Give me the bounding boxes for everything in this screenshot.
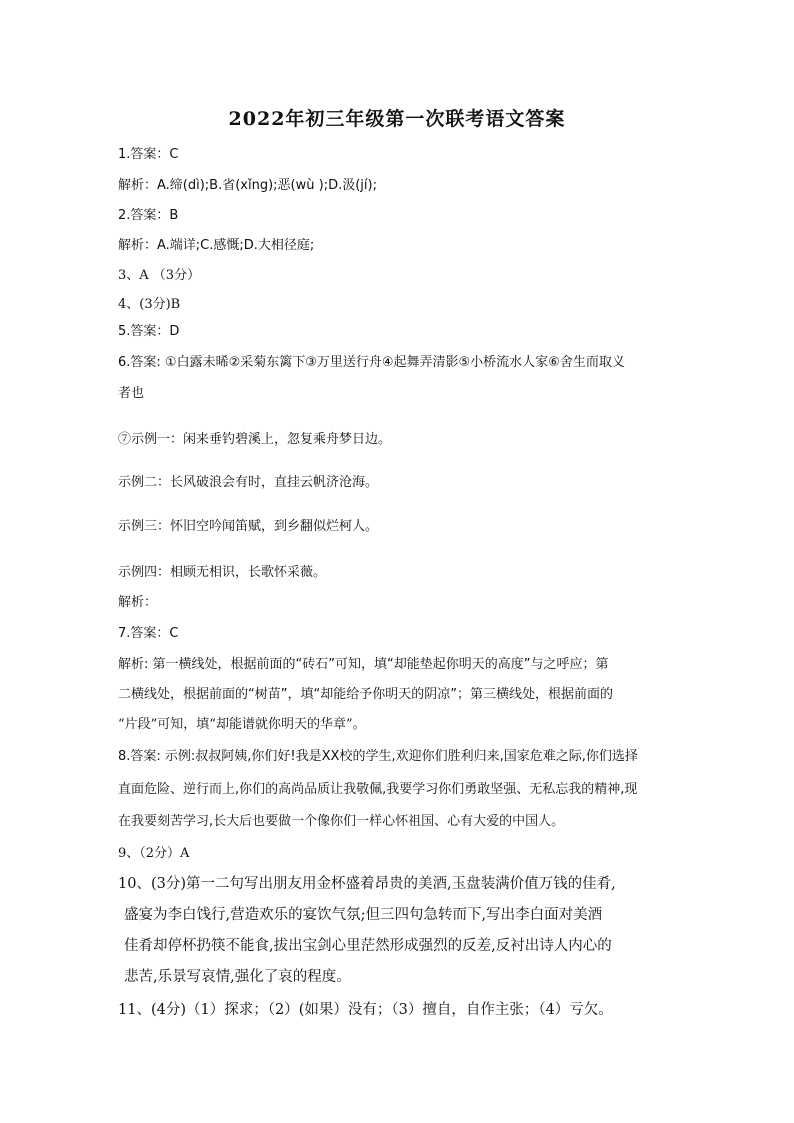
document-title: 2022年初三年级第一次联考语文答案: [228, 108, 566, 130]
q1-analysis: 解析：A.缔(dì);B.省(xǐng);恶(wù );D.汲(jí);: [118, 178, 377, 193]
q10-answer-line-4: 悲苦,乐景写哀情,强化了哀的程度。: [124, 969, 351, 985]
q7-answer: 7.答案：C: [118, 626, 179, 641]
q1-answer: 1.答案：C: [118, 147, 179, 162]
q6-analysis: 解析：: [118, 595, 158, 610]
q9-answer: 9、（2分）A: [118, 846, 190, 861]
q8-answer-line-3: 在我要刻苦学习,长大后也要做一个像你们一样心怀祖国、心有大爱的中国人。: [118, 814, 565, 829]
q6-example-3: 示例三：怀旧空吟闻笛赋，到乡翻似烂柯人。: [118, 519, 379, 534]
q2-analysis: 解析：A.端详;C.感慨;D.大相径庭;: [118, 238, 315, 253]
q8-answer-line-1: 8.答案: 示例:叔叔阿姨,你们好!我是XX校的学生,欢迎你们胜利归来,国家危难之际,你们选择: [118, 749, 638, 764]
q11-answer: 11、(4分)（1）探求；（2）(如果）没有；（3）擅自，自作主张；（4）亏欠。: [118, 1002, 613, 1018]
q10-answer-line-1: 10、(3分)第一二句写出朋友用金杯盛着昂贵的美酒,玉盘装满价值万钱的佳肴,: [118, 876, 616, 892]
q6-example-1: ⑦示例一：闲来垂钓碧溪上，忽复乘舟梦日边。: [118, 432, 392, 447]
q6-answer-line-1: 6.答案: ①白露未晞②采菊东篱下③万里送行舟④起舞弄清影⑤小桥流水人家⑥舍生而取义: [118, 355, 625, 370]
q10-answer-line-3: 佳肴却停杯扔筷不能食,拔出宝剑心里茫然形成强烈的反差,反衬出诗人内心的: [124, 938, 612, 954]
q10-answer-line-2: 盛宴为李白饯行,营造欢乐的宴饮气氛;但三四句急转而下,写出李白面对美酒: [124, 907, 603, 923]
q6-example-4: 示例四：相顾无相识，长歌怀采薇。: [118, 565, 327, 580]
q7-analysis-line-3: “片段”可知，填“却能谱就你明天的华章”。: [118, 717, 366, 732]
q7-analysis-line-1: 解析: 第一横线处，根据前面的“砖石”可知，填“却能垫起你明天的高度”与之呼应；第: [118, 657, 609, 672]
q6-example-2: 示例二：长风破浪会有时，直挂云帆济沧海。: [118, 475, 379, 490]
q5-answer: 5.答案：D: [118, 324, 180, 339]
q2-answer: 2.答案：B: [118, 208, 179, 223]
q3-answer: 3、A （3分）: [118, 268, 201, 283]
q7-analysis-line-2: 二横线处，根据前面的“树苗”，填“却能给予你明天的阴凉”；第三横线处，根据前面的: [118, 687, 613, 702]
q4-answer: 4、(3分)B: [118, 297, 181, 312]
q8-answer-line-2: 直面危险、逆行而上,你们的高尚品质让我敬佩,我要学习你们勇敢坚强、无私忘我的精神,现: [118, 782, 638, 797]
q6-answer-line-2: 者也: [118, 386, 145, 401]
